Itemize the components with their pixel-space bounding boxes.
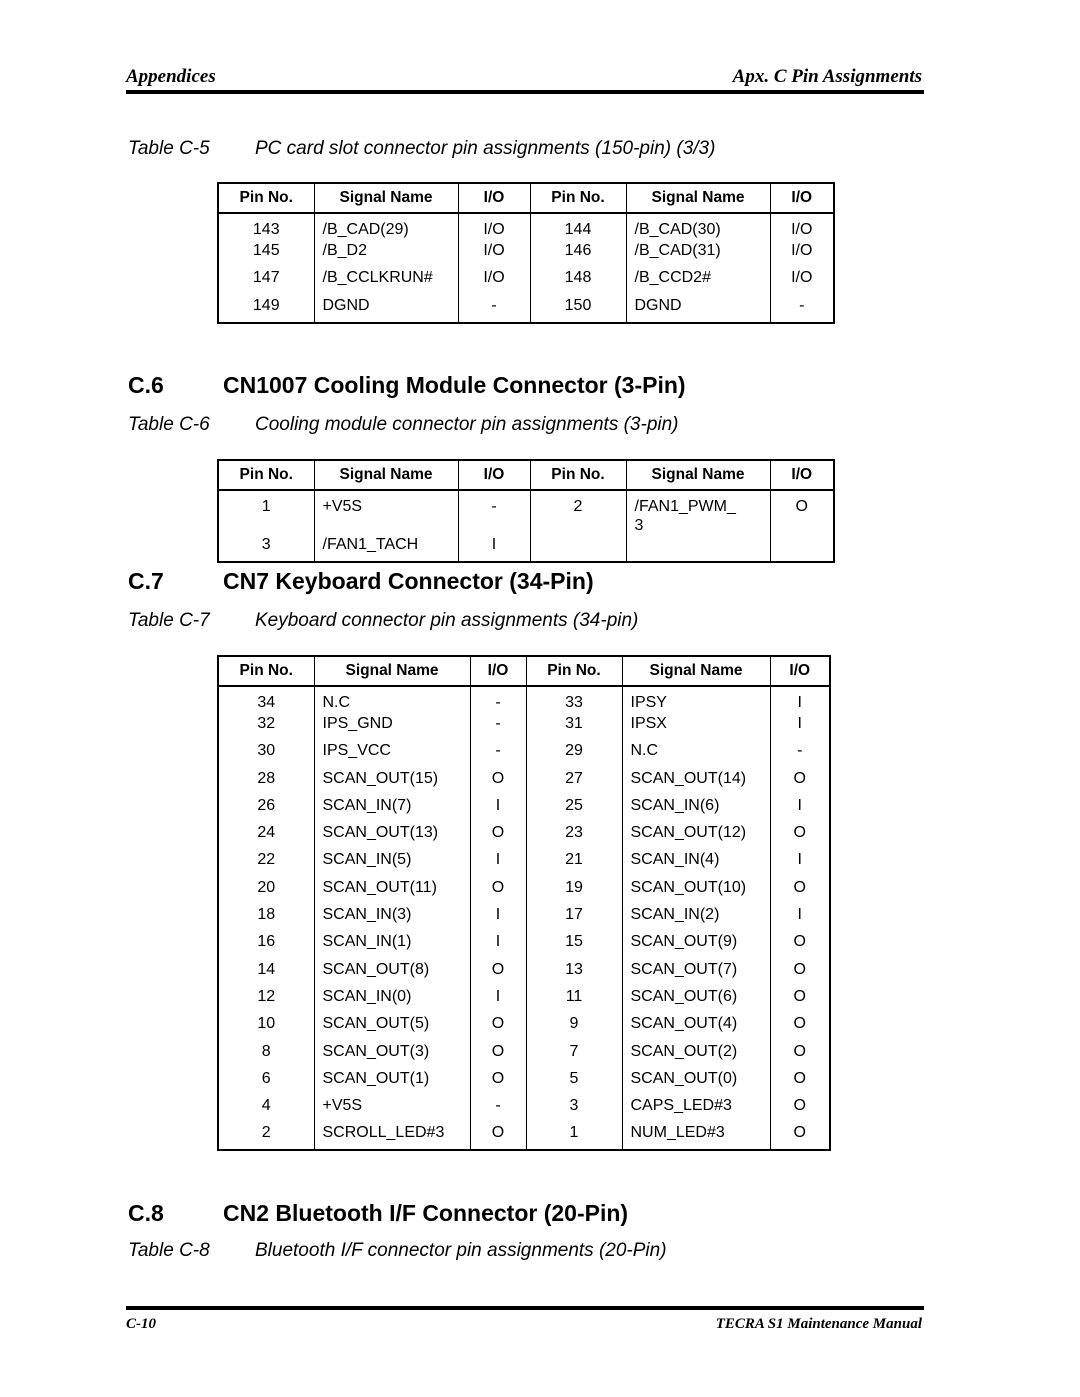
pin-number: 1 — [526, 1123, 622, 1150]
pin-number: 15 — [526, 932, 622, 959]
caption-text: PC card slot connector pin assignments (150-pin) (3/3) — [255, 138, 716, 159]
io-direction: I/O — [458, 268, 530, 295]
table-row — [218, 796, 830, 823]
signal-name: SCAN_OUT(0) — [622, 1069, 770, 1096]
io-direction: - — [458, 296, 530, 323]
signal-name: SCAN_OUT(7) — [622, 960, 770, 987]
signal-name: IPS_GND — [314, 714, 470, 741]
table-c6-caption — [128, 414, 679, 436]
table-row — [218, 960, 830, 987]
signal-name: SCAN_OUT(14) — [622, 769, 770, 796]
pin-number: 26 — [257, 796, 276, 814]
column-header: I/O — [770, 656, 830, 686]
io-direction: I — [458, 535, 530, 562]
pin-number: 146 — [530, 241, 626, 268]
pin-number: 14 — [257, 960, 276, 978]
pin-number: 21 — [526, 850, 622, 877]
io-direction: O — [770, 987, 830, 1014]
io-direction: O — [770, 878, 830, 905]
pin-number — [530, 535, 626, 562]
io-direction: O — [770, 823, 830, 850]
table-row — [218, 268, 834, 295]
signal-name: SCAN_OUT(10) — [622, 878, 770, 905]
io-direction: O — [770, 1069, 830, 1096]
pin-number: 3 — [261, 536, 271, 553]
signal-name: SCAN_OUT(2) — [622, 1042, 770, 1069]
pin-number: 16 — [257, 933, 276, 951]
signal-name: /B_CAD(31) — [626, 241, 770, 268]
column-header: Signal Name — [626, 183, 770, 213]
signal-name: SCAN_OUT(5) — [314, 1014, 470, 1041]
signal-name: SCAN_OUT(15) — [314, 769, 470, 796]
io-direction: O — [770, 1042, 830, 1069]
pin-number: 10 — [257, 1015, 276, 1033]
signal-name: SCAN_IN(6) — [622, 796, 770, 823]
signal-name: SCAN_IN(2) — [622, 905, 770, 932]
pin-number: 31 — [526, 714, 622, 741]
section-c8-heading — [128, 1200, 628, 1227]
pin-number: 1 — [261, 498, 271, 515]
signal-name: SCAN_OUT(13) — [314, 823, 470, 850]
signal-name: N.C — [622, 741, 770, 768]
signal-name: SCAN_OUT(6) — [622, 987, 770, 1014]
signal-name: /B_CCLKRUN# — [314, 268, 458, 295]
io-direction: O — [470, 769, 526, 796]
signal-name: /B_CCD2# — [626, 268, 770, 295]
column-header: I/O — [770, 460, 834, 490]
signal-name: SCAN_IN(4) — [622, 850, 770, 877]
pin-number: 5 — [526, 1069, 622, 1096]
pin-number: 30 — [257, 742, 276, 760]
io-direction: O — [470, 878, 526, 905]
caption-text: Bluetooth I/F connector pin assignments (20-Pin) — [255, 1240, 667, 1261]
header-right: Apx. C Pin Assignments — [732, 66, 922, 87]
column-header: I/O — [770, 183, 834, 213]
column-header: Pin No. — [218, 460, 314, 490]
signal-name: /B_D2 — [314, 241, 458, 268]
signal-name: /B_CAD(30) — [626, 213, 770, 241]
column-header: Pin No. — [530, 460, 626, 490]
section-title: CN7 Keyboard Connector (34-Pin) — [223, 568, 594, 594]
table-row — [218, 932, 830, 959]
pin-number: 150 — [530, 296, 626, 323]
signal-name: CAPS_LED#3 — [622, 1096, 770, 1123]
signal-name: /FAN1_TACH — [314, 535, 458, 562]
table-row — [218, 741, 830, 768]
io-direction: O — [770, 1014, 830, 1041]
table-row — [218, 714, 830, 741]
table-c5 — [217, 182, 835, 324]
page-header — [126, 66, 922, 88]
table-row — [218, 241, 834, 268]
caption-number: Table C-5 — [128, 138, 210, 159]
table-c7-caption — [128, 610, 638, 632]
signal-name: SCAN_IN(0) — [314, 987, 470, 1014]
io-direction: I — [770, 796, 830, 823]
footer-rule — [126, 1306, 924, 1310]
header-rule — [126, 90, 924, 94]
io-direction: O — [770, 1123, 830, 1150]
pin-number: 33 — [526, 686, 622, 714]
pin-number: 13 — [526, 960, 622, 987]
signal-name: +V5S — [314, 1096, 470, 1123]
signal-name: IPSY — [622, 686, 770, 714]
io-direction: I — [470, 850, 526, 877]
caption-text: Keyboard connector pin assignments (34-pin) — [255, 610, 639, 631]
signal-name: +V5S — [314, 490, 458, 535]
column-header: Signal Name — [314, 656, 470, 686]
table-c8-caption — [128, 1240, 667, 1262]
io-direction: O — [770, 932, 830, 959]
caption-number: Table C-6 — [128, 414, 210, 435]
pin-number: 19 — [526, 878, 622, 905]
table-row — [218, 769, 830, 796]
io-direction: I — [470, 905, 526, 932]
pin-number: 12 — [257, 987, 276, 1005]
table-row — [218, 1014, 830, 1041]
page-number: C-10 — [126, 1316, 156, 1332]
caption-number: Table C-7 — [128, 610, 210, 631]
io-direction: I/O — [458, 213, 530, 241]
section-title: CN1007 Cooling Module Connector (3-Pin) — [223, 372, 686, 398]
signal-name — [626, 535, 770, 562]
signal-name: SCAN_IN(1) — [314, 932, 470, 959]
column-header: I/O — [470, 656, 526, 686]
signal-name: IPS_VCC — [314, 741, 470, 768]
io-direction: I/O — [770, 213, 834, 241]
signal-name: SCAN_OUT(4) — [622, 1014, 770, 1041]
pin-number: 24 — [257, 824, 276, 842]
pin-number: 7 — [526, 1042, 622, 1069]
io-direction: I — [770, 714, 830, 741]
manual-title: TECRA S1 Maintenance Manual — [715, 1316, 922, 1332]
signal-name: SCAN_OUT(1) — [314, 1069, 470, 1096]
io-direction: O — [470, 1069, 526, 1096]
table-c6 — [217, 459, 835, 563]
pin-number: 4 — [261, 1097, 271, 1115]
pin-number: 27 — [526, 769, 622, 796]
pin-number: 18 — [257, 906, 276, 924]
header-left: Appendices — [126, 66, 216, 87]
io-direction: - — [458, 490, 530, 535]
column-header: Pin No. — [526, 656, 622, 686]
section-c6-heading — [128, 372, 686, 399]
column-header: Signal Name — [314, 183, 458, 213]
table-row — [218, 850, 830, 877]
pin-number: 11 — [526, 987, 622, 1014]
signal-name: SCROLL_LED#3 — [314, 1123, 470, 1150]
signal-name: SCAN_IN(7) — [314, 796, 470, 823]
io-direction: O — [770, 490, 834, 535]
table-row — [218, 686, 830, 714]
signal-name: IPSX — [622, 714, 770, 741]
column-header: I/O — [458, 460, 530, 490]
io-direction: O — [470, 960, 526, 987]
table-row — [218, 987, 830, 1014]
section-number: C.6 — [128, 372, 164, 398]
section-number: C.8 — [128, 1200, 164, 1226]
pin-number: 20 — [257, 878, 276, 896]
pin-number: 143 — [252, 221, 280, 238]
pin-number: 25 — [526, 796, 622, 823]
io-direction: O — [770, 960, 830, 987]
table-row — [218, 1042, 830, 1069]
pin-number: 3 — [526, 1096, 622, 1123]
column-header: Pin No. — [218, 183, 314, 213]
section-title: CN2 Bluetooth I/F Connector (20-Pin) — [223, 1200, 629, 1226]
signal-name: /B_CAD(29) — [314, 213, 458, 241]
column-header: Pin No. — [218, 656, 314, 686]
pin-number: 28 — [257, 769, 276, 787]
io-direction: I — [470, 932, 526, 959]
signal-name: SCAN_OUT(3) — [314, 1042, 470, 1069]
io-direction: - — [470, 686, 526, 714]
io-direction: - — [470, 741, 526, 768]
signal-name: SCAN_OUT(12) — [622, 823, 770, 850]
pin-number: 2 — [530, 490, 626, 535]
signal-name: NUM_LED#3 — [622, 1123, 770, 1150]
io-direction: I — [770, 905, 830, 932]
io-direction: I/O — [770, 241, 834, 268]
io-direction: - — [770, 741, 830, 768]
signal-name: /FAN1_PWM_ 3 — [626, 490, 770, 535]
signal-name: SCAN_OUT(11) — [314, 878, 470, 905]
signal-name: N.C — [314, 686, 470, 714]
io-direction: O — [770, 769, 830, 796]
table-row — [218, 213, 834, 241]
io-direction: I — [470, 987, 526, 1014]
io-direction: I/O — [458, 241, 530, 268]
table-row — [218, 1123, 830, 1150]
io-direction: I — [770, 850, 830, 877]
signal-name: DGND — [626, 296, 770, 323]
io-direction — [770, 535, 834, 562]
table-row — [218, 1096, 830, 1123]
io-direction: O — [770, 1096, 830, 1123]
pin-number: 2 — [261, 1124, 271, 1142]
io-direction: I/O — [770, 268, 834, 295]
io-direction: - — [770, 296, 834, 323]
caption-text: Cooling module connector pin assignments (3-pin) — [255, 414, 679, 435]
io-direction: O — [470, 1042, 526, 1069]
io-direction: O — [470, 1014, 526, 1041]
signal-name: SCAN_IN(3) — [314, 905, 470, 932]
caption-number: Table C-8 — [128, 1240, 210, 1261]
signal-name: SCAN_OUT(9) — [622, 932, 770, 959]
pin-number: 34 — [257, 694, 276, 711]
pin-number: 8 — [261, 1042, 271, 1060]
table-row — [218, 878, 830, 905]
table-row — [218, 535, 834, 562]
signal-name: SCAN_IN(5) — [314, 850, 470, 877]
io-direction: O — [470, 823, 526, 850]
table-row — [218, 296, 834, 323]
table-row — [218, 1069, 830, 1096]
section-c7-heading — [128, 568, 594, 595]
column-header: I/O — [458, 183, 530, 213]
column-header: Signal Name — [314, 460, 458, 490]
signal-name: SCAN_OUT(8) — [314, 960, 470, 987]
io-direction: - — [470, 714, 526, 741]
section-number: C.7 — [128, 568, 164, 594]
pin-number: 148 — [530, 268, 626, 295]
table-c5-caption — [128, 138, 715, 160]
column-header: Signal Name — [626, 460, 770, 490]
pin-number: 32 — [257, 715, 276, 732]
io-direction: O — [470, 1123, 526, 1150]
io-direction: I — [470, 796, 526, 823]
pin-number: 6 — [261, 1069, 271, 1087]
io-direction: I — [770, 686, 830, 714]
table-row — [218, 823, 830, 850]
pin-number: 17 — [526, 905, 622, 932]
pin-number: 145 — [252, 242, 280, 259]
pin-number: 23 — [526, 823, 622, 850]
pin-number: 9 — [526, 1014, 622, 1041]
table-row — [218, 490, 834, 535]
table-row — [218, 905, 830, 932]
pin-number: 29 — [526, 741, 622, 768]
pin-number: 149 — [252, 296, 280, 314]
table-c7 — [217, 655, 831, 1151]
pin-number: 147 — [252, 269, 280, 287]
column-header: Pin No. — [530, 183, 626, 213]
io-direction: - — [470, 1096, 526, 1123]
pin-number: 144 — [530, 213, 626, 241]
signal-name: DGND — [314, 296, 458, 323]
column-header: Signal Name — [622, 656, 770, 686]
pin-number: 22 — [257, 851, 276, 869]
